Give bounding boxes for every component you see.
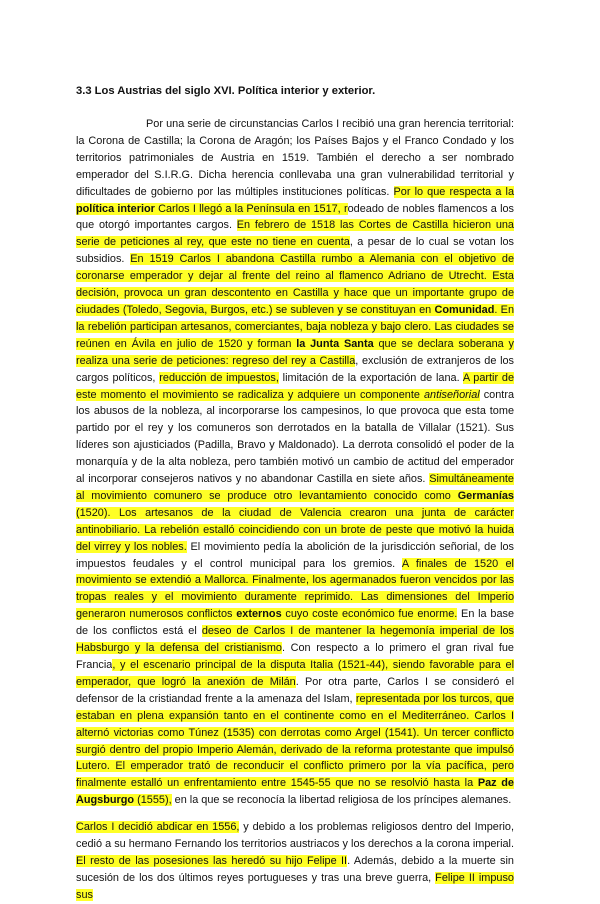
highlighted-text-run: A finales de 1520 el movimiento se extendió a Mallorca. Finalmente, los agermanados fueron vencidos por las tropas reales y el movimiento duramente reprimido. Las dimensiones del Imperio generaron numerosos conflictos	[76, 557, 514, 621]
text-run: , a pesar de lo cual se votan los subsidios.	[76, 236, 514, 266]
highlighted-text-run: Comunidad	[434, 303, 495, 316]
highlighted-text-run: El resto de las posesiones las heredó su hijo Felipe II	[76, 854, 348, 867]
highlighted-text-run: representada por los turcos, que estaban en plena expansión tanto en el continente como en el Mediterráneo. Carlos I alternó victorias como Túnez (1535) con derrotas como Argel (1541).	[76, 692, 514, 739]
highlighted-text-run: . En la rebelión participan artesanos, comerciantes, baja nobleza y bajo clero. Las ciudades se reúnen en Ávila en julio de 1520 y forman	[76, 303, 515, 350]
highlighted-text-run: reducción de impuestos,	[159, 371, 279, 384]
text-run: en la que se reconocía la libertad religiosa de los príncipes alemanes.	[171, 794, 512, 807]
text-run: y debido a los problemas religiosos dentro del Imperio, cedió a su hermano Fernando los territorios austriacos y los derechos a la corona imperial.	[76, 821, 514, 851]
text-run: , exclusión de extranjeros de los cargos políticos,	[76, 354, 514, 384]
highlighted-text-run: Germanías	[457, 489, 514, 502]
highlighted-text-run: Un tercer conflicto surgió dentro del propio Imperio Alemán, derivado de la reforma protestante que impulsó Lutero. El emperador trató de reconducir el conflicto primero por la vía pacífica, pero finalmente estalló un enfrentamiento entre 1545-55 que no se resolvió hasta la	[76, 726, 514, 790]
highlighted-text-run: Carlos I llegó a la Península en 1517, r	[154, 202, 348, 215]
highlighted-text-run: política interior	[76, 202, 155, 215]
highlighted-text-run: En 1519 Carlos I abandona Castilla rumbo a Alemania	[130, 253, 415, 266]
highlighted-text-run: antiseñorial	[423, 388, 480, 401]
highlighted-text-run: A partir de este momento el movimiento se radicaliza y adquiere un componente	[76, 371, 515, 401]
text-run: . Además, debido a la muerte sin sucesión de los dos últimos reyes portugueses y tras una breve guerra,	[76, 854, 514, 884]
highlighted-text-run: que se declara soberana y realiza una serie de peticiones: regreso del rey a Castilla	[76, 337, 514, 367]
highlighted-text-run: Simultáneamente al movimiento comunero se produce otro levantamiento conocido como	[76, 473, 514, 502]
highlighted-text-run: externos	[236, 608, 282, 621]
paragraph-1	[76, 116, 514, 809]
text-run: . Con respecto a lo primero el gran rival fue Francia	[76, 642, 514, 671]
highlighted-text-run: Paz de Augsburgo	[76, 777, 514, 807]
highlighted-text-run: deseo de Carlos I de mantener la hegemonía imperial de los Habsburgo y la defensa del cristianismo	[76, 625, 514, 655]
highlighted-text-run: (1555),	[134, 794, 172, 807]
highlighted-text-run: (1520). Los artesanos de la ciudad de Valencia crearon una junta de carácter antinobiliario. La rebelión estalló coincidiendo con un brote de peste que motivó la huida del virrey y los nobles.	[76, 506, 514, 553]
highlighted-text-run: Por lo que respecta a la	[393, 185, 514, 198]
paragraph-2	[76, 819, 514, 904]
text-run: . Por otra parte, Carlos I se consideró el defensor de la cristiandad frente a la amenaza del Islam,	[76, 675, 514, 705]
highlighted-text-run: la Junta Santa	[296, 337, 374, 350]
text-run: odeado de nobles flamencos a los que otorgó importantes cargos.	[76, 202, 514, 232]
text-run: contra los abusos de la nobleza, al incorporarse los campesinos, lo que provoca que esta tome partido por el rey y los comuneros son derrotados en la batalla de Villalar (1521). Sus líderes son ajusticiados (Padilla, Bravo y Maldonado). La derrota consolidó el poder de la monarquía y de la alta nobleza, pero también motivó un cambio de actitud del emperador al incorporar consejeros nativos y no abandonar Castilla en siete años.	[76, 388, 515, 486]
text-run: Por una serie de circunstancias Carlos I recibió una gran herencia territorial: la Corona de Castilla; la Corona de Aragón; los Países Bajos y el Franco Condado y los territorios patrimoniales de Austria en 1519. También el derecho a ser nombrado emperador del S.I.R.G. Dicha herencia conllevaba una gran vulnerabilidad territorial y dificultades de gobierno por las múltiples instituciones políticas.	[76, 118, 514, 198]
highlighted-text-run: con el objetivo de coronarse emperador y dejar al frente del reino al flamenco Adriano de Utrecht. Esta decisión, provoca un gran descontento en Castilla y hace que un importante grupo de ciudades (Toledo, Segovia, Burgos, etc.) se subleven y se constituyan en	[76, 253, 515, 316]
text-run: El movimiento pedía la abolición de la jurisdicción señorial, de los impuestos feudales y el control municipal para los gremios.	[76, 540, 514, 570]
highlighted-text-run: Felipe II impuso sus	[76, 871, 514, 901]
highlighted-text-run: cuyo coste económico fue enorme.	[281, 608, 458, 621]
section-heading: 3.3 Los Austrias del siglo XVI. Política interior y exterior.	[76, 85, 376, 97]
highlighted-text-run: En febrero de 1518 las Cortes de Castilla hicieron una serie de peticiones al rey, que este no tiene en cuenta	[76, 219, 514, 249]
text-run: En la base de los conflictos está el	[76, 608, 515, 638]
text-run: limitación de la exportación de lana.	[278, 371, 463, 384]
highlighted-text-run: , y el escenario principal de la disputa Italia (1521-44), siendo favorable para el emperador, que logró la anexión de Milán	[76, 659, 514, 688]
highlighted-text-run: Carlos I decidió abdicar en 1556,	[76, 821, 240, 834]
